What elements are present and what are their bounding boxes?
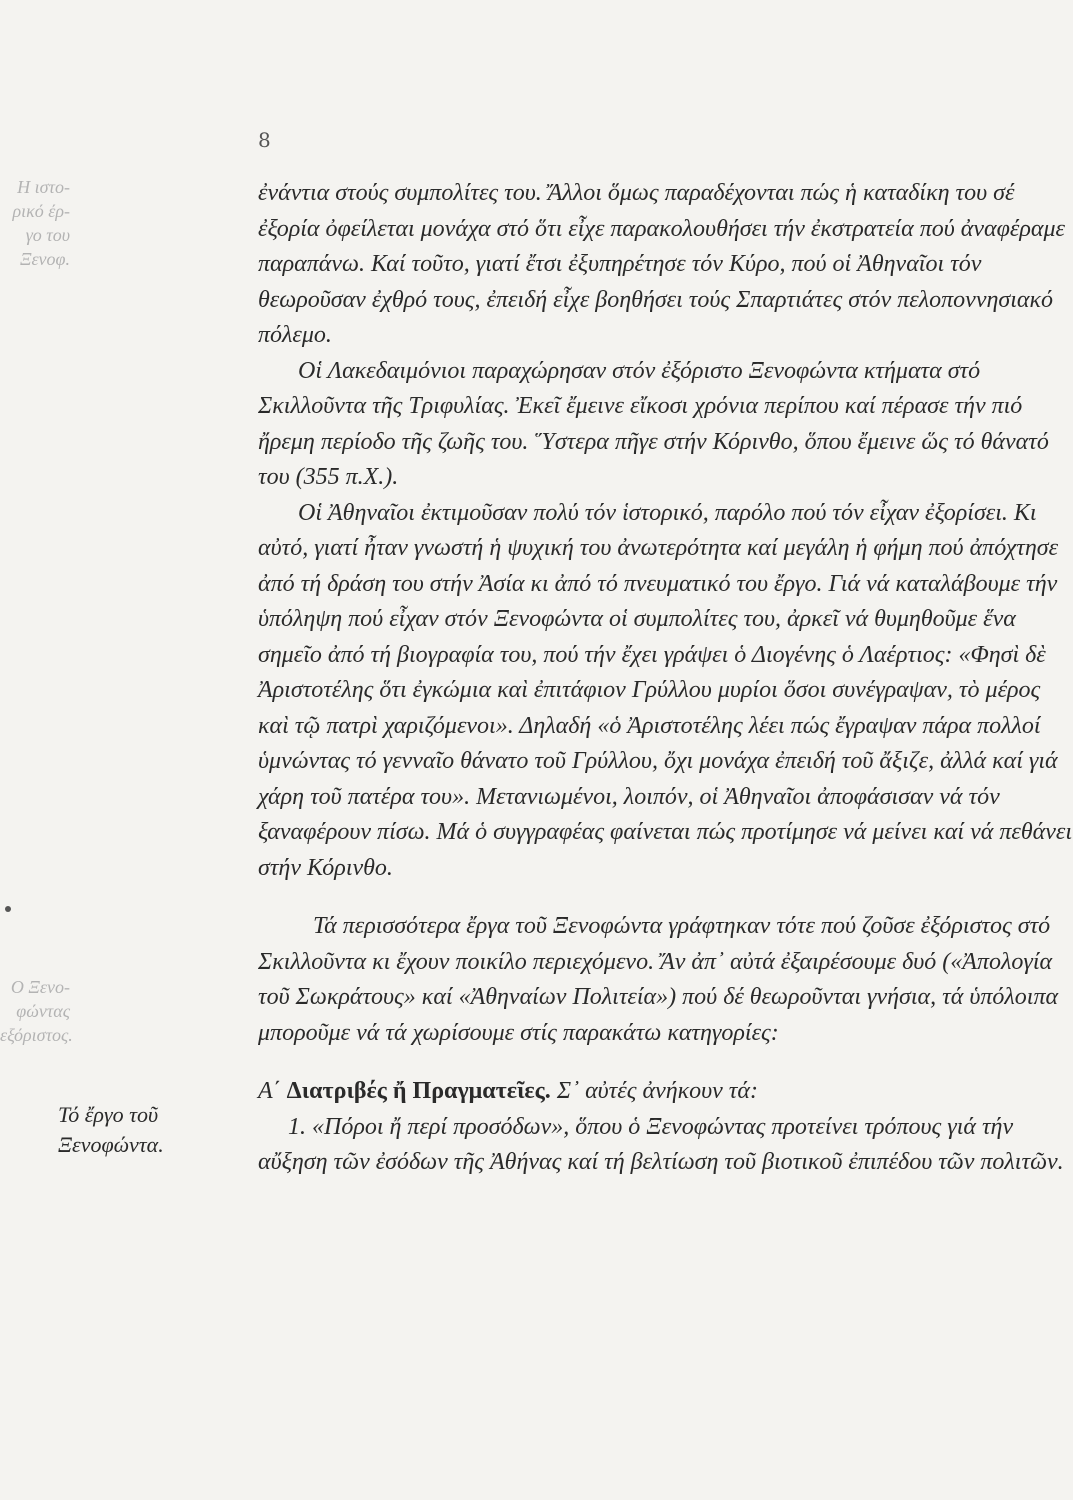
- ink-dot: [5, 906, 11, 912]
- margin-note: Τό ἔργο τοῦ Ξενοφώντα.: [58, 1102, 164, 1157]
- paragraph-2: Οἱ Λακεδαιμόνιοι παραχώρησαν στόν ἐξόριστο Ξενοφώντα κτήματα στό Σκιλλοῦντα τῆς Τριφυλίας. Ἐκεῖ ἔμεινε εἴκοσι χρόνια περίπου καί πέρασε τήν πιό ἤρεμη περίοδο τῆς ζωῆς του. Ὕστερα πῆγε στήν Κόρινθο, ὅπου ἔμεινε ὥς τό θάνατό του (355 π.Χ.).: [258, 357, 1049, 490]
- list-item-1: 1. «Πόροι ἤ περί προσόδων», ὅπου ὁ Ξενοφώντας προτείνει τρόπους γιά τήν αὔξηση τῶν ἐσόδων τῆς Ἀθήνας καί τή βελτίωση τοῦ βιοτικοῦ ἐπιπέδου τῶν πολιτῶν.: [258, 1113, 1064, 1175]
- margin-bleed-middle: Ο Ξενο- φώντας εξόριστος.: [0, 977, 73, 1045]
- margin-bleed-top: Η ιστο- ρικό έρ- γο του Ξενοφ.: [12, 177, 70, 269]
- main-text: [258, 176, 1073, 1181]
- paragraph-4: Τά περισσότερα ἔργα τοῦ Ξενοφώντα γράφτηκαν τότε πού ζοῦσε ἐξόριστος στό Σκιλλοῦντα κι ἔχουν ποικίλο περιεχόμενο. Ἄν ἀπ᾽ αὐτά ἐξαιρέσουμε δυό («Ἀπολογία τοῦ Σωκράτους» καί «Ἀθηναίων Πολιτεία») πού δέ θεωροῦνται γνήσια, τά ὑπόλοιπα μποροῦμε νά τά χωρίσουμε στίς παρακάτω κατηγορίες:: [258, 913, 1059, 1046]
- paragraph-1: ἐνάντια στούς συμπολίτες του. Ἄλλοι ὅμως παραδέχονται πώς ἡ καταδίκη του σέ ἐξορία ὀφείλεται μονάχα στό ὅτι εἶχε παρακολουθήσει τήν ἐκστρατεία πού ἀναφέραμε παραπάνω. Καί τοῦτο, γιατί ἔτσι ἐξυπηρέτησε τόν Κύρο, πού οἱ Ἀθηναῖοι τόν θεωροῦσαν ἐχθρό τους, ἐπειδή εἶχε βοηθήσει τούς Σπαρτιάτες στόν πελοποννησιακό πόλεμο.: [258, 180, 1065, 348]
- section-after: Σ᾽ αὐτές ἀνήκουν τά:: [556, 1078, 758, 1104]
- paragraph-3: Οἱ Ἀθηναῖοι ἐκτιμοῦσαν πολύ τόν ἱστορικό, παρόλο πού τόν εἶχαν ἐξορίσει. Κι αὐτό, γιατί ἦταν γνωστή ἡ ψυχική του ἀνωτερότητα καί μεγάλη ἡ φήμη πού ἀπόχτησε ἀπό τή δράση του στήν Ἀσία κι ἀπό τό πνευματικό του ἔργο. Γιά νά καταλάβουμε τήν ὑπόληψη πού εἶχαν στόν Ξενοφώντα οἱ συμπολίτες του, ἀρκεῖ νά θυμηθοῦμε ἕνα σημεῖο ἀπό τή βιογραφία του, πού τήν ἔχει γράψει ὁ Διογένης ὁ Λαέρτιος: «Φησὶ δὲ Ἀριστοτέλης ὅτι ἐγκώμια καὶ ἐπιτάφιον Γρύλλου μυρίοι ὅσοι συνέγραψαν, τὸ μέρος καὶ τῷ πατρὶ χαριζόμενοι». Δηλαδή «ὁ Ἀριστοτέλης λέει πώς ἔγραψαν πάρα πολλοί ὑμνώντας τό γενναῖο θάνατο τοῦ Γρύλλου, ὄχι μονάχα ἐπειδή τοῦ ἄξιζε, ἀλλά καί γιά χάρη τοῦ πατέρα του». Μετανιωμένοι, λοιπόν, οἱ Ἀθηναῖοι ἀποφάσισαν νά τόν ξαναφέρουν πίσω. Μά ὁ συγγραφέας φαίνεται πώς προτίμησε νά μείνει καί νά πεθάνει στήν Κόρινθο.: [258, 499, 1072, 881]
- section-heading-line: [258, 1074, 1073, 1110]
- section-heading: Διατριβές ἤ Πραγματεῖες.: [286, 1078, 551, 1104]
- section-prefix: Α΄: [258, 1078, 281, 1104]
- page-number: 8: [258, 128, 271, 152]
